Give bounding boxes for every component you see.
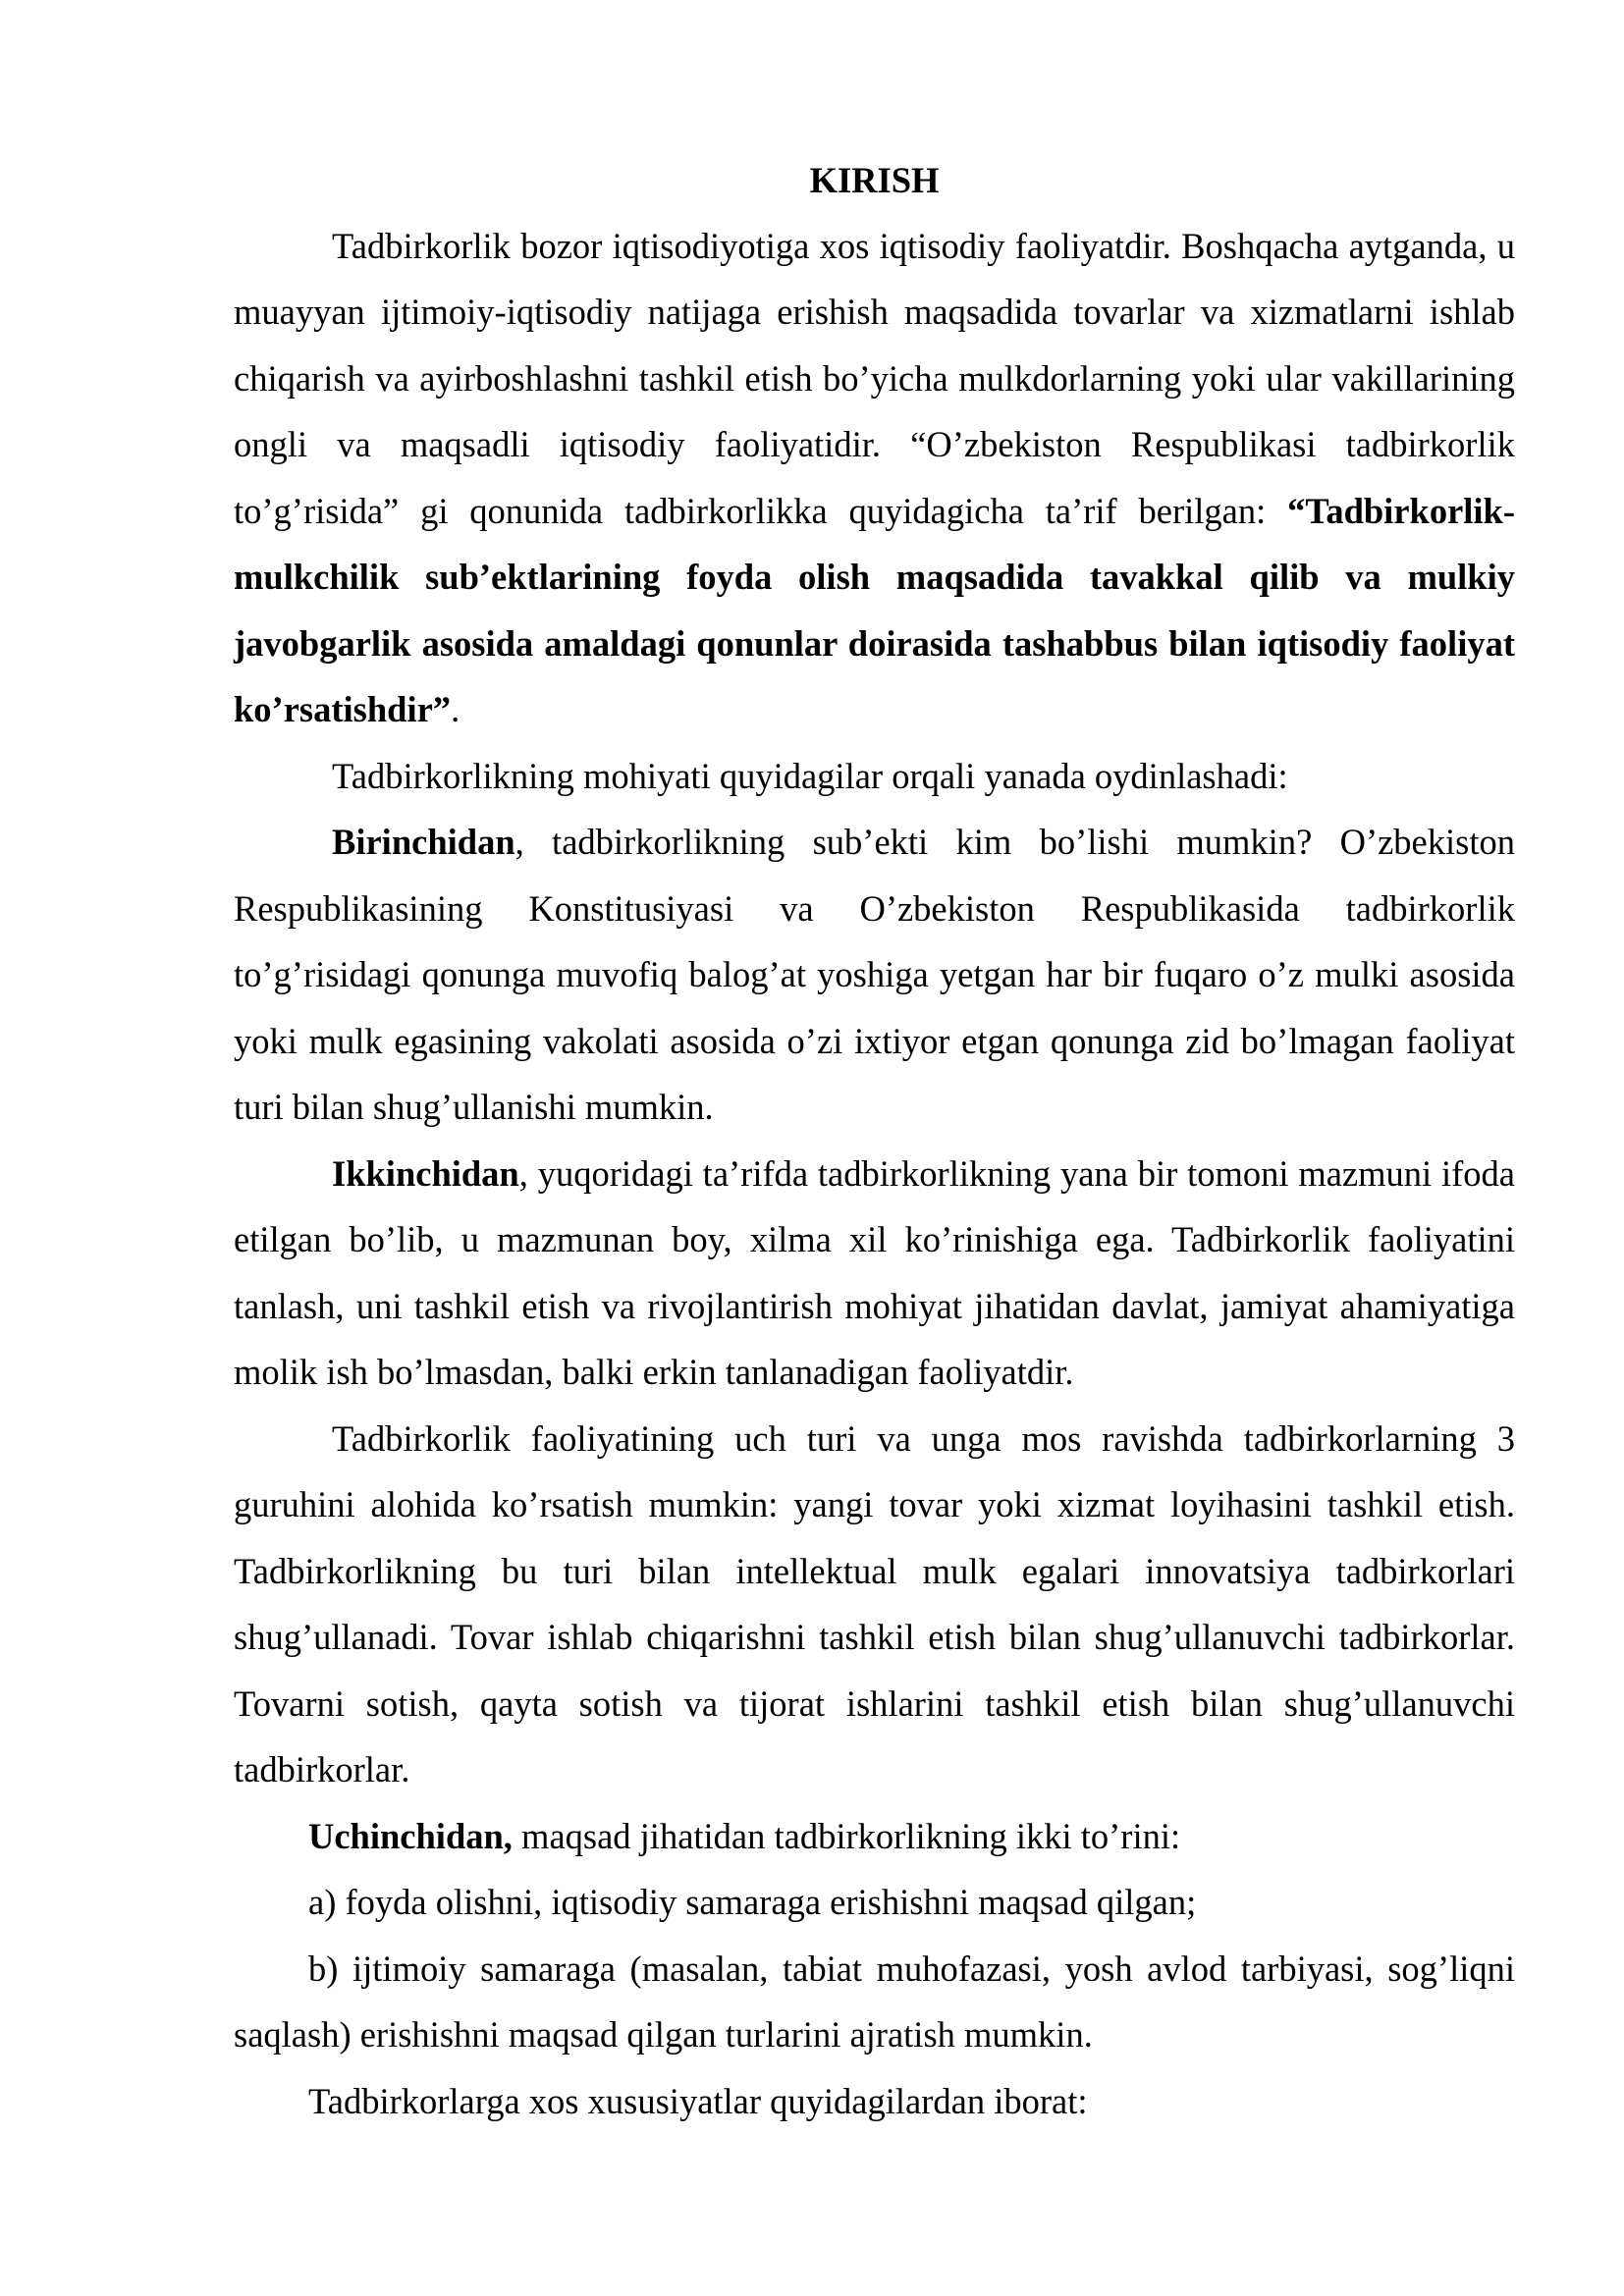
- paragraph-types: Tadbirkorlik faoliyatining uch turi va unga mos ravishda tadbirkorlarning 3 guruhini alohida ko’rsatish mumkin: yangi tovar yoki xizmat loyihasini tashkil etish. Tadbirkorlikning bu turi bilan intellektual mulk egalari innovatsiya tadbirkorlari shug’ullanadi. Tovar ishlab chiqarishni tashkil etish bilan shug’ullanuvchi tadbirkorlar. Tovarni sotish, qayta sotish va tijorat ishlarini tashkil etish bilan shug’ullanuvchi tadbirkorlar.: [234, 1417, 1515, 1789]
- definition-bold: “Tadbirkorlik-mulkchilik sub’ektlarining foyda olish maqsadida tavakkal qilib va mulkiy javobgarlik asosida amaldagi qonunlar doirasida tashabbus bilan iqtisodiy faoliyat ko’rsatishdir”: [234, 490, 1515, 729]
- paragraph-essence: Tadbirkorlikning mohiyati quyidagilar orqali yanada oydinlashadi:: [332, 755, 1288, 796]
- paragraph-second: [234, 1141, 1515, 1406]
- first-text: , tadbirkorlikning sub’ekti kim bo’lishi mumkin? O’zbekiston Respublikasining Konstitusiyasi va O’zbekiston Respublikasida tadbirkorlik to’g’risidagi qonunga muvofiq balog’at yoshiga yetgan har bir fuqaro o’z mulki asosida yoki mulk egasining vakolati asosida o’zi ixtiyor etgan qonunga zid bo’lmagan faoliyat turi bilan shug’ullanishi mumkin.: [234, 822, 1515, 1127]
- second-lead: Ikkinchidan: [332, 1152, 519, 1194]
- paragraph-first: [234, 809, 1515, 1141]
- list-item-b: b) ijtimoiy samaraga (masalan, tabiat muhofazasi, yosh avlod tarbiyasi, sog’liqni saqlash) erishishni maqsad qilgan turlarini ajratish mumkin.: [234, 1948, 1515, 2055]
- paragraph-features: Tadbirkorlarga xos xususiyatlar quyidagilardan iborat:: [308, 2080, 1088, 2121]
- second-text: , yuqoridagi ta’rifda tadbirkorlikning yana bir tomoni mazmuni ifoda etilgan bo’lib, u mazmunan boy, xilma xil ko’rinishiga ega. Tadbirkorlik faoliyatini tanlash, uni tashkil etish va rivojlantirish mohiyat jihatidan davlat, jamiyat ahamiyatiga molik ish bo’lmasdan, balki erkin tanlanadigan faoliyatdir.: [234, 1152, 1515, 1392]
- paragraph-intro: [234, 213, 1515, 743]
- list-item-a: a) foyda olishni, iqtisodiy samaraga erishishni maqsad qilgan;: [308, 1882, 1197, 1922]
- section-heading: KIRISH: [809, 160, 940, 200]
- intro-end: .: [451, 689, 460, 729]
- paragraph-third: [234, 1803, 1515, 1870]
- document-page: [234, 147, 1515, 2134]
- first-lead: Birinchidan: [332, 822, 515, 862]
- third-text: maqsad jihatidan tadbirkorlikning ikki to’rini:: [512, 1815, 1181, 1856]
- third-lead: Uchinchidan,: [308, 1815, 513, 1856]
- intro-text: Tadbirkorlik bozor iqtisodiyotiga xos iqtisodiy faoliyatdir. Boshqacha aytganda, u muayyan ijtimoiy-iqtisodiy natijaga erishish maqsadida tovarlar va xizmatlarni ishlab chiqarish va ayirboshlashni tashkil etish bo’yicha mulkdorlarning yoki ular vakillarining ongli va maqsadli iqtisodiy faoliyatidir. “O’zbekiston Respublikasi tadbirkorlik to’g’risida” gi qonunida tadbirkorlikka quyidagicha ta’rif berilgan:: [234, 225, 1515, 531]
